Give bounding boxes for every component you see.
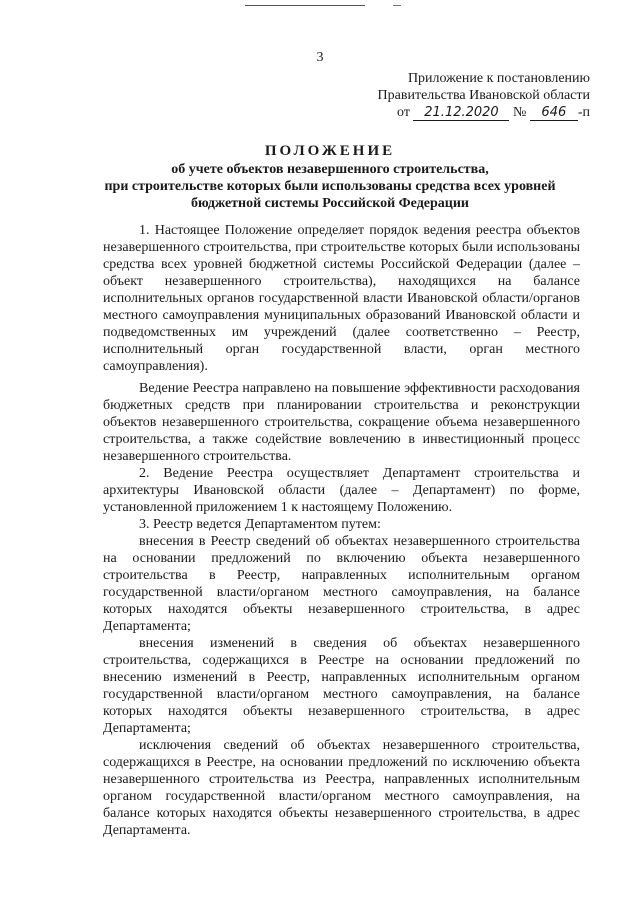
- document-subtitle-line-1: об учете объектов незавершенного строительства,: [171, 162, 489, 177]
- paragraph-3: 2. Ведение Реестра осуществляет Департамент строительства и архитектуры Ивановской области (далее – Департамент) по форме, установленной приложением 1 к настоящему Положению.: [103, 466, 580, 515]
- document-body: [103, 222, 580, 839]
- paragraph-7: исключения сведений об объектах незавершенного строительства, содержащихся в Реестре, на основании предложений по исключению объекта незавершенного строительства из Реестра, направленных исполнительным органом государственной власти/органом местного самоуправления, на балансе которых находятся объекты незавершенного строительства, в адрес Департамента.: [103, 738, 580, 838]
- document-subtitle-line-2: при строительстве которых были использованы средства всех уровней: [104, 179, 556, 194]
- paragraph-5: внесения в Реестр сведений об объектах незавершенного строительства на основании предложений по включению объекта незавершенного строительства в Реестр, направленных исполнительным органом государственной власти/органом местного самоуправления, на балансе которых находятся объекты незавершенного строительства, в адрес Департамента;: [103, 534, 580, 634]
- paragraph-4: 3. Реестр ведется Департаментом путем:: [139, 517, 381, 532]
- decree-date-handwritten: 21.12.2020: [413, 106, 509, 121]
- appendix-line-2: Правительства Ивановской области: [377, 88, 590, 103]
- document-subtitle-line-3: бюджетной системы Российской Федерации: [191, 196, 469, 211]
- number-suffix: -п: [577, 105, 590, 120]
- number-prefix: №: [512, 105, 527, 120]
- document-title-block: [60, 142, 600, 212]
- appendix-line-1: Приложение к постановлению: [407, 71, 590, 86]
- paragraph-1: 1. Настоящее Положение определяет порядок ведения реестра объектов незавершенного строительства, при строительстве которых были использованы средства всех уровней бюджетной системы Российской Федерации (далее – объект незавершенного строительства), находящихся на балансе исполнительных органов государственной власти Ивановской области/органов местного самоуправления муниципальных образований Ивановской области и подведомственных им учреждений (далее соответственно – Реестр, исполнительный орган государственной власти, орган местного самоуправления).: [103, 223, 580, 374]
- paragraph-2: Ведение Реестра направлено на повышение эффективности расходования бюджетных средств при планировании строительства и реконструкции объектов незавершенного строительства, сокращение объема незавершенного строительства, а также содействие вовлечению в инвестиционный процесс незавершенного строительства.: [103, 381, 580, 464]
- decree-number-handwritten: 646: [530, 106, 578, 121]
- appendix-header: [290, 70, 590, 121]
- scan-artifact-lines: [245, 2, 405, 8]
- appendix-date-line: [290, 104, 590, 121]
- scan-artifact-dash: [393, 5, 401, 6]
- page-number: 3: [316, 50, 324, 65]
- document-title: ПОЛОЖЕНИЕ: [264, 143, 396, 159]
- date-prefix: от: [397, 105, 410, 120]
- paragraph-6: внесения изменений в сведения об объектах незавершенного строительства, содержащихся в Реестре на основании предложений по внесению изменений в Реестр, направленных исполнительным органом государственной власти/органом местного самоуправления, на балансе которых находятся объекты незавершенного строительства, в адрес Департамента;: [103, 636, 580, 736]
- scan-artifact-line: [245, 5, 365, 6]
